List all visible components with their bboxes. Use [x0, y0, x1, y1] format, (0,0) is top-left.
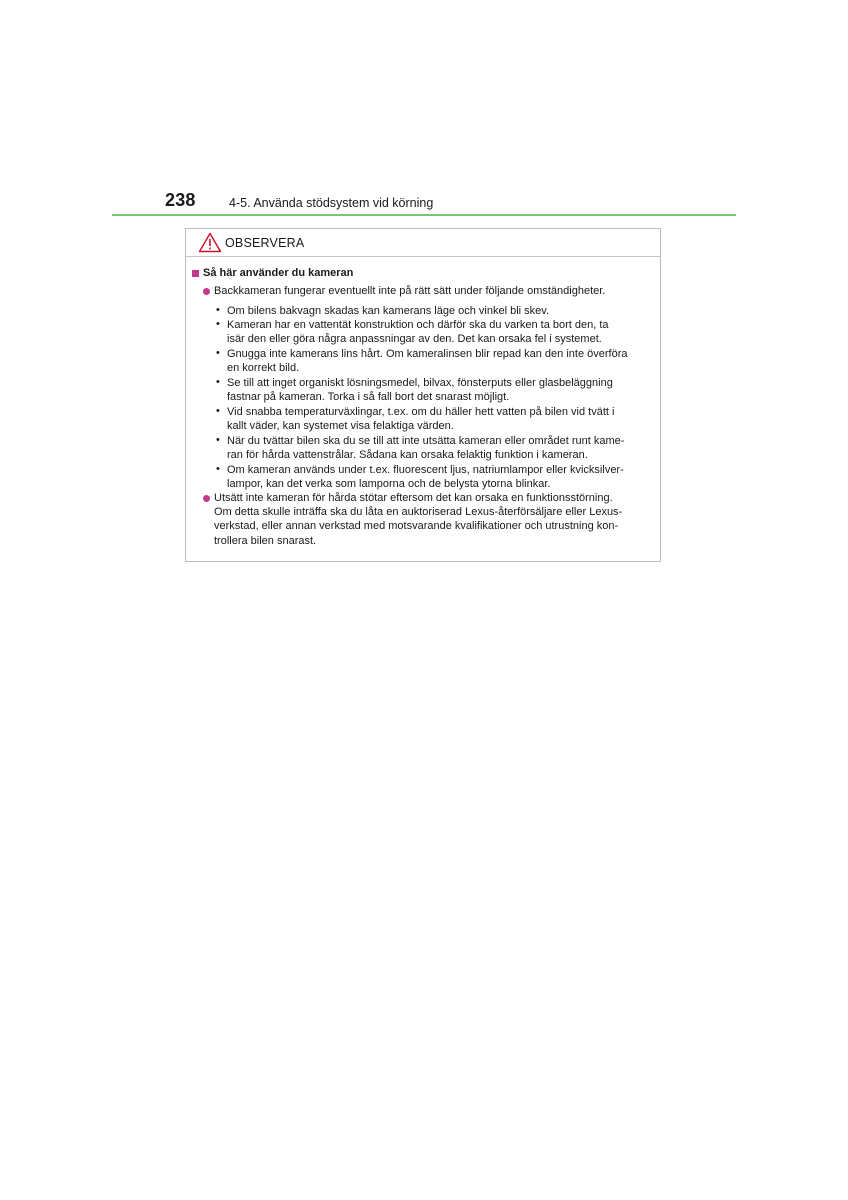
header-divider: [112, 214, 736, 216]
sub-item-2: Kameran har en vattentät konstruktion och därför ska du varken ta bort den, ta isär den eller göra några anpassningar av den. Det kan orsaka fel i systemet.: [227, 319, 609, 346]
caution-box: [185, 228, 661, 562]
caution-title: OBSERVERA: [225, 235, 305, 250]
round-bullet-icon: [203, 495, 210, 502]
square-bullet-icon: [192, 270, 199, 277]
sub-item-3: Gnugga inte kamerans lins hårt. Om kameralinsen blir repad kan den inte överföra en korrekt bild.: [227, 348, 628, 375]
section-title: 4-5. Använda stödsystem vid körning: [229, 196, 434, 210]
sub-bullet-icon: •: [216, 405, 220, 417]
caution-heading-text: Så här använder du kameran: [203, 267, 354, 279]
sub-item-6: När du tvättar bilen ska du se till att inte utsätta kameran eller området runt kame- ran för hårda vattenstrålar. Sådana kan orsaka felaktig funktion i kameran.: [227, 435, 625, 462]
sub-bullet-icon: •: [216, 376, 220, 388]
warning-triangle-icon: [198, 232, 222, 253]
sub-bullet-icon: •: [216, 318, 220, 330]
sub-item-5: Vid snabba temperaturväxlingar, t.ex. om du häller hett vatten på bilen vid tvätt i kallt väder, kan systemet visa felaktiga värden.: [227, 406, 615, 433]
sub-bullet-icon: •: [216, 304, 220, 316]
sub-bullet-icon: •: [216, 434, 220, 446]
round-bullet-icon: [203, 288, 210, 295]
sub-bullet-icon: •: [216, 347, 220, 359]
caution-item-1: Backkameran fungerar eventuellt inte på rätt sätt under följande omständigheter.: [214, 285, 606, 297]
sub-item-1: Om bilens bakvagn skadas kan kamerans läge och vinkel bli skev.: [227, 305, 550, 317]
caution-header: [186, 229, 660, 257]
sub-item-7: Om kameran används under t.ex. fluorescent ljus, natriumlampor eller kvicksilver- lampor, kan det verka som lamporna och de belysta ytorna blinkar.: [227, 464, 624, 491]
sub-item-4: Se till att inget organiskt lösningsmedel, bilvax, fönsterputs eller glasbeläggning fastnar på kameran. Torka i så fall bort det snarast möjligt.: [227, 377, 613, 404]
sub-bullet-icon: •: [216, 463, 220, 475]
page-number: 238: [165, 190, 196, 210]
caution-item-2: Utsätt inte kameran för hårda stötar eftersom det kan orsaka en funktionsstörning. Om detta skulle inträffa ska du låta en auktoriserad Lexus-återförsäljare eller Lexus- verkstad, eller annan verkstad med motsvarande kvalifikationer och utrustning kon- trollera bilen snarast.: [214, 492, 623, 547]
caution-heading: [192, 266, 353, 280]
